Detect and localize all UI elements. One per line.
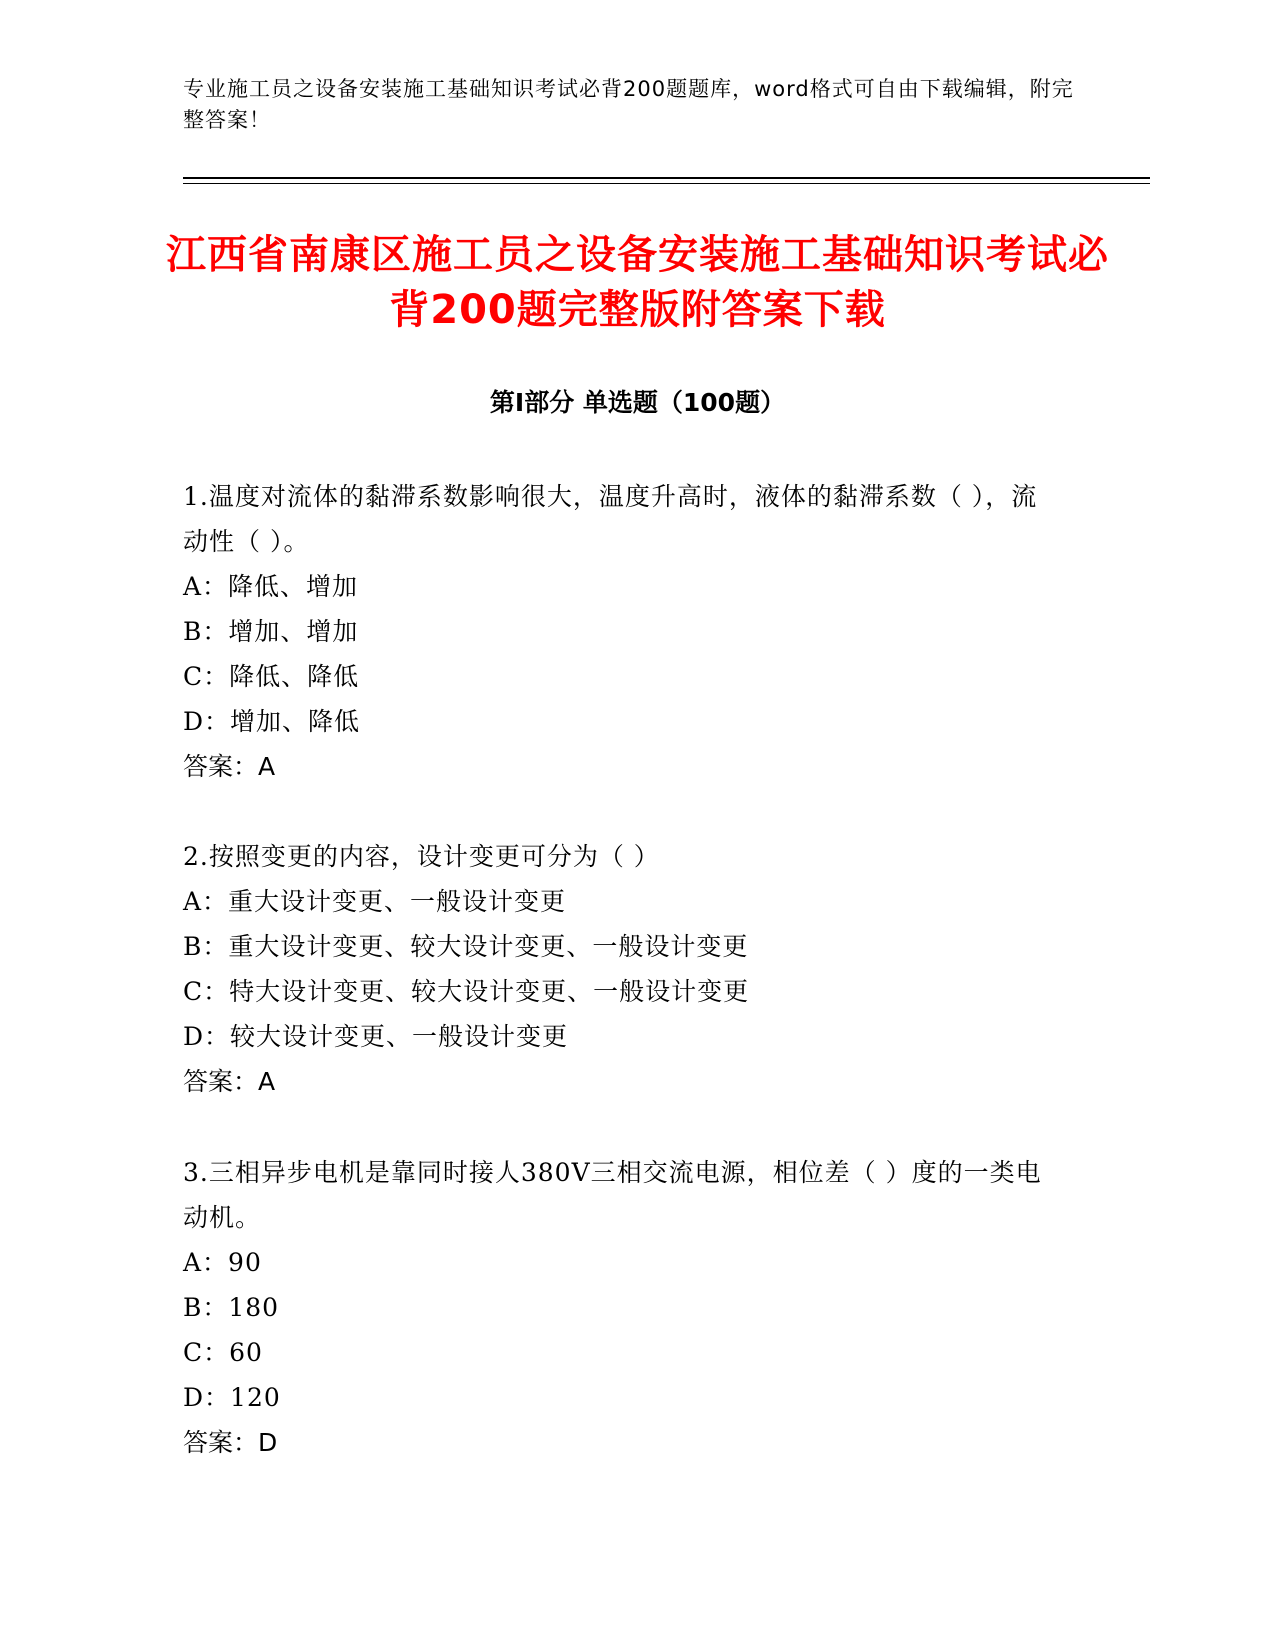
question-3 [183,1150,1063,1465]
question-2 [183,834,1063,1104]
answer: 答案：D [183,1428,278,1457]
header-divider-thin [183,183,1150,184]
option-a: A：重大设计变更、一般设计变更 [183,887,567,916]
option-b: B：重大设计变更、较大设计变更、一般设计变更 [183,932,749,961]
header-divider [183,177,1150,179]
option-c: C：60 [183,1338,263,1367]
question-1 [183,474,1063,789]
option-d: D：较大设计变更、一般设计变更 [183,1022,569,1051]
answer: 答案：A [183,752,276,781]
question-text: 3.三相异步电机是靠同时接人380V三相交流电源，相位差（ ）度的一类电动机。 [183,1158,1042,1232]
option-d: D：120 [183,1383,281,1412]
header-note: 专业施工员之设备安装施工基础知识考试必背200题题库，word格式可自由下载编辑，附完整答案！ [183,77,1074,132]
option-c: C：降低、降低 [183,662,360,691]
option-d: D：增加、降低 [183,707,361,736]
option-a: A：降低、增加 [183,572,359,601]
document-title: 江西省南康区施工员之设备安装施工基础知识考试必背200题完整版附答案下载 [166,232,1109,333]
option-b: B：180 [183,1293,280,1322]
question-text: 2.按照变更的内容，设计变更可分为（ ） [183,842,660,871]
section-title: 第Ⅰ部分 单选题（100题） [489,388,786,417]
option-a: A：90 [183,1248,262,1277]
answer: 答案：A [183,1067,276,1096]
option-b: B：增加、增加 [183,617,359,646]
option-c: C：特大设计变更、较大设计变更、一般设计变更 [183,977,750,1006]
question-text: 1.温度对流体的黏滞系数影响很大，温度升高时，液体的黏滞系数（ ），流动性（ ）。 [183,482,1038,556]
